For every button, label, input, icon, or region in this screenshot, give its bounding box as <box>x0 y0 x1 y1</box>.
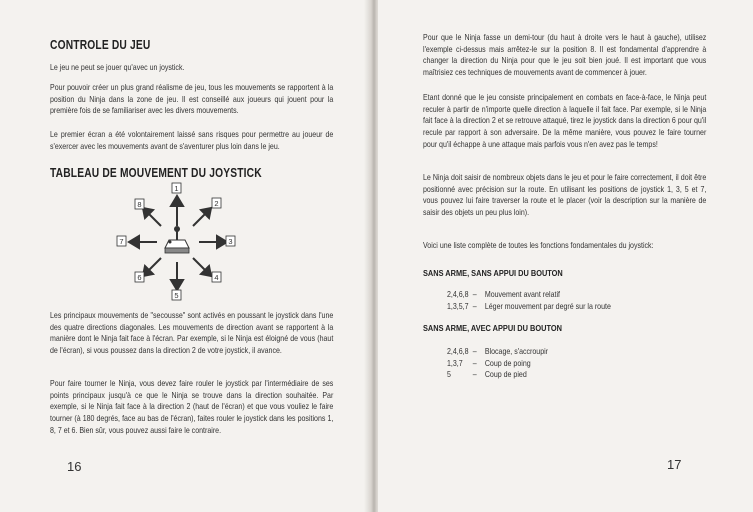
direction-label-5: 5 <box>174 291 179 300</box>
paragraph-realisme: Pour pouvoir créer un plus grand réalisme de jeu, tous les mouvements se rapportent à la position du Ninja dans la zone de jeu. Il est conseillé aux joueurs qui jouent pour la première fois de se familiariser avec les divers mouvements. <box>50 83 334 116</box>
paragraph-tourner: Pour faire tourner le Ninja, vous devez faire rouler le joystick par l'intermédiaire de ses points principaux jusqu'à ce que le Ninja se trouve dans la direction souhaitée. Par exemple, si le Ninja fait face à la direction 2 (haut de l'écran) et que vous vouliez le faire tourner (à 180 degrés, face au bas de l'écran), faites rouler le joystick dans les positions 1, 8, 7 et 6. Bien sûr, vous pouvez aussi faire le contraire. <box>50 379 334 435</box>
direction-label-2: 2 <box>214 199 219 208</box>
paragraph-face-a-face: Etant donné que le jeu consiste principalement en combats en face-à-face, le Ninja peut reculer à partir de n'importe quelle direction à laquelle il fait face. Par exemple, si le Ninja fait face à la direction 2 et se retrouve attaqué, tirez le joystick dans la direction 6 pour qu'il recule par rapport à son adversaire. De la même manière, vous pouvez le faire tourner pour qu'il échappe à une attaque mais parfois vous n'en avez pas le temps! <box>423 93 707 149</box>
list-item: 2,4,6,8 – Blocage, s'accroupir <box>447 347 549 356</box>
list-item: 1,3,7 – Coup de poing <box>447 358 531 368</box>
paragraph-joystick-only: Le jeu ne peut se jouer qu'avec un joystick. <box>50 63 185 72</box>
direction-label-1: 1 <box>174 184 179 193</box>
joystick-icon <box>165 226 189 253</box>
section-title-tableau: TABLEAU DE MOUVEMENT DU JOYSTICK <box>50 166 262 180</box>
section-title-controle: CONTROLE DU JEU <box>50 38 151 52</box>
direction-label-4: 4 <box>214 273 219 282</box>
heading-avec-appui: SANS ARME, AVEC APPUI DU BOUTON <box>423 323 562 333</box>
page-number-left: 16 <box>67 459 82 474</box>
joystick-direction-diagram <box>115 182 240 304</box>
list-item: 5 – Coup de pied <box>447 370 527 380</box>
heading-sans-appui: SANS ARME, SANS APPUI DU BOUTON <box>423 268 563 278</box>
list-item: 1,3,5,7 – Léger mouvement par degré sur la route <box>447 301 611 311</box>
left-page <box>0 0 372 512</box>
direction-label-7: 7 <box>119 237 124 246</box>
paragraph-saisir-objets: Le Ninja doit saisir de nombreux objets dans le jeu et pour le faire correctement, il doit être positionné avec précision sur la route. En utilisant les positions de joystick 1, 3, 5 et 7, vous pouvez lui faire traverser la route et le placer (voir la description sur la manière de saisir des objets un peu plus loin). <box>423 173 707 218</box>
list-avec-appui <box>447 346 564 381</box>
list-item: 2,4,6,8 – Mouvement avant relatif <box>447 290 560 299</box>
direction-label-6: 6 <box>137 273 142 282</box>
paragraph-premier-ecran: Le premier écran a été volontairement laissé sans risques pour permettre au joueur de s'exercer avec les mouvements avant de s'aventurer plus loin dans le jeu. <box>50 130 334 151</box>
left-page-content <box>50 38 334 180</box>
paragraph-secousse: Les principaux mouvements de "secousse" sont activés en poussant le joystick dans l'une des quatre directions diagonales. Les mouvements de direction avant se rapportent à la manière dont le Ninja fait face à l'écran. Par exemple, si le Ninja est éloigné de vous (haut de l'écran), si vous poussez dans la direction 2 de votre joystick, il avance. <box>50 311 334 356</box>
paragraph-demi-tour: Pour que le Ninja fasse un demi-tour (du haut à droite vers le haut à gauche), utilisez l'exemple ci-dessus mais arrêtez-le sur la position 8. Il est fondamental d'apprendre à changer la direction du Ninja pour que le jeu soit bien joué. Il est important que vous maîtrisiez ces techniques de mouvements avant de commencer à jouer. <box>423 33 707 78</box>
direction-label-3: 3 <box>228 237 233 246</box>
right-page <box>378 0 753 512</box>
list-sans-appui <box>447 289 638 312</box>
paragraph-liste-fonctions: Voici une liste complète de toutes les fonctions fondamentales du joystick: <box>423 241 654 250</box>
direction-label-8: 8 <box>137 200 142 209</box>
page-number-right: 17 <box>667 457 682 472</box>
